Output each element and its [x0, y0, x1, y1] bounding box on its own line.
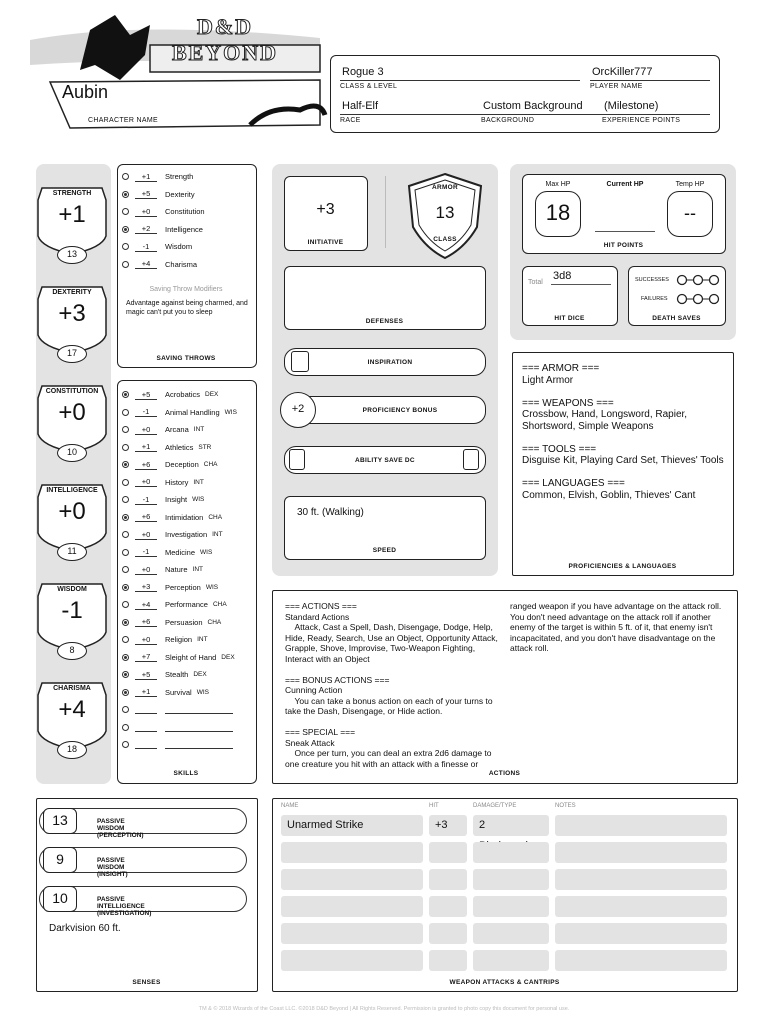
skill-name: Performance: [165, 600, 208, 609]
defenses-label: DEFENSES: [365, 318, 404, 325]
proficiencies-panel: [512, 352, 734, 576]
max-hp-value[interactable]: 18: [545, 200, 571, 225]
attack-cell[interactable]: [281, 923, 423, 944]
skill-name: Insight: [165, 495, 188, 504]
proficiency-circle: [280, 392, 316, 428]
skill-name: Athletics: [165, 442, 194, 452]
player-name-label: PLAYER NAME: [590, 83, 643, 90]
saving-throw-row[interactable]: [122, 168, 193, 185]
attack-cell[interactable]: [473, 950, 549, 971]
attacks-title: WEAPON ATTACKS & CANTRIPS: [449, 979, 560, 986]
skill-name: Nature: [165, 565, 188, 574]
saving-throw-row[interactable]: [122, 221, 203, 238]
background-value[interactable]: Custom Background: [483, 100, 583, 112]
ability-constitution: [33, 384, 113, 474]
ability-save-label: ABILITY SAVE DC: [355, 457, 415, 464]
attack-cell[interactable]: [429, 842, 467, 863]
skill-modifier: +0: [135, 425, 157, 435]
proficiency-dot-icon: [122, 584, 129, 591]
ability-score[interactable]: 10: [57, 444, 87, 462]
proficiencies-title: PROFICIENCIES & LANGUAGES: [568, 563, 677, 570]
max-hp-octagon: [535, 191, 581, 237]
skill-row[interactable]: [122, 386, 218, 403]
skill-name: Medicine: [165, 547, 196, 557]
ability-wisdom: [33, 582, 113, 672]
skill-modifier: +3: [135, 582, 157, 592]
skill-name: Acrobatics: [165, 390, 201, 399]
attack-cell[interactable]: [473, 869, 549, 890]
hit-dice-label: HIT DICE: [554, 315, 585, 322]
skill-row[interactable]: [122, 666, 207, 683]
attack-cell[interactable]: [555, 815, 727, 836]
skill-name: Survival: [165, 687, 192, 697]
proficiency-dot-icon: [122, 566, 129, 573]
skill-modifier: -1: [135, 547, 157, 557]
skill-row[interactable]: [122, 596, 227, 613]
saving-throw-modifier: +1: [135, 172, 157, 182]
inspiration-label: INSPIRATION: [367, 359, 413, 366]
proficiency-dot-icon: [122, 671, 129, 678]
skill-name: Animal Handling: [165, 407, 220, 417]
actions-column-1: === ACTIONS === Standard Actions Attack, Cast a Spell, Dash, Disengage, Dodge, Help, Hide, Ready, Search, Use an Object, Opportunity Attack, Grapple, Shove, Improvise, Two-Weapon Fighting, Interact with an Object === BONUS ACTIONS === Cunning Action You can take a bonus action on each of your turns to take the Dash, Disengage, or Hide action. === SPECIAL === Sneak Attack Once per turn, you can deal an extra 2d6 damage to one creature you hit with an attack with a finesse or: [285, 601, 498, 769]
passive-sense-label: PASSIVE INTELLIGENCE (INVESTIGATION): [97, 896, 152, 917]
skill-modifier: -1: [135, 495, 157, 505]
saving-throw-modifier: +4: [135, 259, 157, 269]
xp-value[interactable]: (Milestone): [604, 100, 659, 112]
saving-throws-title: SAVING THROWS: [156, 355, 216, 362]
attack-cell[interactable]: [281, 896, 423, 917]
attack-cell[interactable]: [555, 923, 727, 944]
footer-text: TM & © 2018 Wizards of the Coast LLC. ©2018 D&D Beyond | All Rights Reserved. Permission is granted to photo copy this document for personal use.: [198, 1006, 570, 1012]
skill-modifier: +4: [135, 600, 157, 610]
proficiency-dot-icon: [122, 654, 129, 661]
skill-row[interactable]: [122, 404, 237, 421]
inspiration-box[interactable]: [284, 348, 486, 376]
saving-throw-name: Intelligence: [165, 224, 203, 234]
attack-cell[interactable]: [281, 842, 423, 863]
background-label: BACKGROUND: [481, 117, 535, 124]
actions-title: ACTIONS: [488, 770, 521, 777]
initiative-label: INITIATIVE: [307, 239, 344, 246]
skill-modifier: +0: [135, 635, 157, 645]
initiative-value[interactable]: +3: [316, 201, 335, 218]
skill-ability: CHA: [203, 461, 218, 468]
saving-throw-name: Strength: [165, 172, 194, 181]
skill-row[interactable]: [122, 491, 204, 508]
skill-row[interactable]: [122, 509, 222, 526]
combat-panel: [272, 164, 498, 576]
saving-throw-modifier: +0: [135, 207, 157, 217]
ability-modifier[interactable]: +0: [58, 399, 86, 426]
passive-sense-label: PASSIVE WISDOM (INSIGHT): [97, 857, 128, 878]
skill-ability: INT: [197, 636, 208, 643]
saving-throw-row[interactable]: [122, 256, 197, 273]
proficiencies-text: === ARMOR === Light Armor === WEAPONS === Crossbow, Hand, Longsword, Rapier, Shortsword, Simple Weapons === TOOLS === Disguise Kit, Playing Card Set, Thieves' Tools === LANGUAGES === Common, Elvish, Goblin, Thieves' Cant: [522, 363, 724, 501]
proficiency-dot-icon: [122, 636, 129, 643]
skill-ability: WIS: [200, 548, 213, 556]
skill-modifier: +7: [135, 652, 157, 662]
skill-name: Deception: [165, 460, 199, 469]
saving-throw-modifier: -1: [135, 242, 157, 252]
skill-modifier: -1: [135, 407, 157, 417]
senses-note: Darkvision 60 ft.: [49, 923, 121, 934]
attack-cell[interactable]: [473, 896, 549, 917]
actions-panel: [272, 590, 738, 784]
skill-ability: INT: [192, 566, 203, 573]
skill-ability: CHA: [207, 618, 222, 626]
proficiency-dot-icon: [122, 496, 129, 503]
skill-name: Persuasion: [165, 617, 203, 627]
skill-ability: CHA: [208, 513, 223, 521]
passive-sense-value[interactable]: 10: [43, 886, 77, 912]
custom-skill-row[interactable]: [122, 736, 233, 753]
ability-score[interactable]: 13: [57, 246, 87, 264]
ability-dexterity: [33, 285, 113, 375]
proficiency-dot-icon: [122, 173, 129, 180]
hit-dice-total-label: Total: [528, 279, 543, 286]
skill-row[interactable]: [122, 684, 209, 701]
custom-skill-row[interactable]: [122, 701, 233, 718]
skill-ability: INT: [212, 531, 223, 538]
skill-ability: INT: [193, 478, 204, 486]
custom-skill-row[interactable]: [122, 719, 233, 736]
skill-ability: DEX: [193, 671, 207, 678]
ability-score[interactable]: 11: [57, 543, 87, 561]
proficiency-dot-icon: [122, 601, 129, 608]
initiative-box: [284, 176, 368, 251]
ability-modifier[interactable]: +4: [58, 696, 86, 723]
saving-throw-row[interactable]: [122, 238, 192, 255]
attack-column-header: HIT: [429, 803, 439, 809]
ability-name: CONSTITUTION: [45, 388, 99, 395]
skill-name: Arcana: [165, 425, 189, 434]
passive-sense-label: PASSIVE WISDOM (PERCEPTION): [97, 818, 144, 839]
skill-row[interactable]: [122, 526, 223, 543]
proficiency-dot-icon: [122, 461, 129, 468]
attack-cell[interactable]: [281, 950, 423, 971]
success-circles-icon[interactable]: [675, 274, 721, 286]
skill-row[interactable]: [122, 544, 212, 561]
skill-name: Perception: [165, 582, 201, 592]
attack-cell[interactable]: [555, 950, 727, 971]
skill-modifier: +6: [135, 460, 157, 470]
skill-ability: DEX: [221, 653, 235, 661]
ability-name: STRENGTH: [52, 190, 92, 197]
death-saves-box: [628, 266, 726, 326]
speed-box: [284, 496, 486, 560]
saving-throw-modifier: +5: [135, 189, 157, 199]
proficiency-dot-icon: [122, 191, 129, 198]
failure-circles-icon[interactable]: [675, 293, 721, 305]
proficiency-dot-icon: [122, 391, 129, 398]
abilities-column: [36, 164, 111, 784]
proficiency-dot-icon: [122, 619, 129, 626]
armor-class-value[interactable]: 13: [435, 203, 455, 222]
proficiency-dot-icon: [122, 479, 129, 486]
race-label: RACE: [340, 117, 361, 124]
saving-throw-name: Wisdom: [165, 242, 193, 251]
attack-cell[interactable]: [473, 842, 549, 863]
saving-throw-row[interactable]: [122, 186, 195, 203]
skill-row[interactable]: [122, 421, 204, 438]
speed-value[interactable]: 30 ft. (Walking): [297, 507, 364, 518]
speed-label: SPEED: [372, 547, 397, 554]
saving-throw-row[interactable]: [122, 203, 205, 220]
skill-ability: DEX: [205, 391, 219, 398]
ability-score[interactable]: 18: [57, 741, 87, 759]
passive-sense-value[interactable]: 13: [43, 808, 77, 834]
temp-hp-label: Temp HP: [675, 181, 705, 188]
proficiency-dot-icon: [122, 226, 129, 233]
proficiency-dot-icon: [122, 261, 129, 268]
attacks-panel: [272, 798, 738, 992]
ability-score[interactable]: 17: [57, 345, 87, 363]
proficiency-dot-icon: [122, 426, 129, 433]
attack-column-header: NAME: [281, 803, 299, 809]
armor-class-label: CLASS: [433, 236, 457, 243]
skill-ability: WIS: [192, 496, 205, 503]
skill-ability: STR: [198, 443, 212, 451]
skill-row[interactable]: [122, 439, 211, 456]
player-name-value[interactable]: OrcKiller777: [592, 66, 653, 78]
skill-ability: INT: [193, 426, 205, 433]
attack-cell[interactable]: Unarmed Strike: [281, 815, 423, 836]
saving-throw-name: Dexterity: [165, 189, 195, 199]
saving-throw-name: Charisma: [165, 259, 198, 269]
defenses-box: [284, 266, 486, 330]
class-level-label: CLASS & LEVEL: [340, 83, 398, 90]
attack-cell[interactable]: [281, 869, 423, 890]
skills-panel: [117, 380, 257, 784]
attack-column-header: DAMAGE/TYPE: [473, 803, 517, 809]
proficiency-dot-icon: [122, 208, 129, 215]
skill-row[interactable]: [122, 631, 208, 648]
xp-label: EXPERIENCE POINTS: [602, 117, 681, 124]
armor-label: ARMOR: [431, 184, 459, 191]
ability-score[interactable]: 8: [57, 642, 87, 660]
temp-hp-octagon: [667, 191, 713, 237]
skill-ability: WIS: [224, 408, 237, 416]
proficiency-dot-icon: [122, 549, 129, 556]
skill-name: Intimidation: [165, 512, 204, 522]
skill-ability: CHA: [212, 601, 227, 608]
skill-ability: WIS: [205, 583, 219, 591]
saving-throw-modifiers-title: Saving Throw Modifiers: [149, 286, 223, 293]
skill-modifier: +0: [135, 530, 157, 540]
ability-name: WISDOM: [57, 586, 87, 593]
attack-cell[interactable]: [473, 923, 549, 944]
logo-text: D&D BEYOND: [171, 14, 279, 65]
header-banner: [0, 0, 768, 150]
hit-dice-box: [522, 266, 618, 326]
skill-modifier: +0: [135, 477, 157, 487]
current-hp-label: Current HP: [606, 181, 644, 188]
skill-modifier: +1: [135, 442, 157, 452]
proficiency-value[interactable]: +2: [291, 403, 305, 415]
skill-row[interactable]: [122, 474, 204, 491]
attack-cell[interactable]: [429, 950, 467, 971]
attack-cell[interactable]: +3: [429, 815, 467, 836]
skill-row[interactable]: [122, 649, 235, 666]
skill-row[interactable]: [122, 561, 203, 578]
attack-cell[interactable]: 2: [473, 815, 549, 836]
skill-name: Investigation: [165, 530, 208, 539]
skill-modifier: +5: [135, 390, 157, 400]
attack-cell[interactable]: [429, 896, 467, 917]
hit-dice-value[interactable]: 3d8: [553, 270, 572, 282]
proficiency-dot-icon: [122, 724, 129, 731]
passive-sense-value[interactable]: 9: [43, 847, 77, 873]
proficiency-dot-icon: [122, 409, 129, 416]
attack-cell[interactable]: [555, 869, 727, 890]
ability-name: DEXTERITY: [52, 289, 92, 296]
proficiency-dot-icon: [122, 706, 129, 713]
max-hp-label: Max HP: [545, 181, 571, 188]
race-value[interactable]: Half-Elf: [342, 100, 379, 112]
ability-modifier[interactable]: +3: [58, 300, 86, 327]
proficiency-label: PROFICIENCY BONUS: [362, 407, 438, 414]
skill-name: History: [165, 477, 189, 487]
skill-modifier: +0: [135, 565, 157, 575]
successes-label: SUCCESSES: [635, 277, 669, 283]
attack-cell[interactable]: [555, 842, 727, 863]
saving-throw-modifier: +2: [135, 224, 157, 234]
skill-row[interactable]: [122, 579, 218, 596]
ability-strength: [33, 186, 113, 276]
attack-column-header: NOTES: [555, 803, 576, 809]
proficiency-dot-icon: [122, 444, 129, 451]
ability-name: CHARISMA: [53, 685, 91, 692]
proficiency-dot-icon: [122, 243, 129, 250]
skill-name: Religion: [165, 635, 193, 644]
skill-name: Stealth: [165, 670, 189, 679]
attack-cell[interactable]: [429, 923, 467, 944]
death-saves-label: DEATH SAVES: [652, 315, 701, 322]
skill-ability: WIS: [196, 688, 209, 696]
hp-panel: [510, 164, 736, 340]
class-level-value[interactable]: Rogue 3: [342, 66, 384, 78]
hit-points-box: [522, 174, 726, 254]
proficiency-dot-icon: [122, 689, 129, 696]
ability-modifier[interactable]: +1: [58, 201, 86, 228]
proficiency-dot-icon: [122, 741, 129, 748]
ability-charisma: [33, 681, 113, 771]
skills-title: SKILLS: [173, 770, 199, 777]
skill-modifier: +1: [135, 687, 157, 697]
skill-row[interactable]: [122, 614, 221, 631]
failures-label: FAILURES: [641, 296, 668, 302]
ability-modifier[interactable]: -1: [61, 597, 83, 624]
ability-save-box: [284, 446, 486, 474]
ability-modifier[interactable]: +0: [58, 498, 86, 525]
ability-intelligence: [33, 483, 113, 573]
senses-panel: [36, 798, 258, 992]
hit-points-label: HIT POINTS: [603, 242, 644, 249]
skill-modifier: +5: [135, 670, 157, 680]
ability-name: INTELLIGENCE: [46, 487, 98, 494]
skill-modifier: +6: [135, 512, 157, 522]
proficiency-dot-icon: [122, 514, 129, 521]
actions-column-2: ranged weapon if you have advantage on the attack roll. You don't need advantage on the attack roll if another enemy of the target is within 5 ft. of it, that enemy isn't incapacitated, and you don't have disadvantage on the attack roll.: [510, 601, 724, 653]
attack-cell[interactable]: [429, 869, 467, 890]
skill-name: Sleight of Hand: [165, 652, 217, 662]
character-name-label: CHARACTER NAME: [88, 117, 158, 124]
skill-row[interactable]: [122, 456, 218, 473]
temp-hp-value[interactable]: --: [684, 203, 696, 223]
senses-title: SENSES: [132, 979, 161, 986]
current-hp-field[interactable]: [595, 231, 655, 232]
proficiency-dot-icon: [122, 531, 129, 538]
character-name[interactable]: Aubin: [62, 82, 109, 102]
saving-throw-note: Advantage against being charmed, and magic can't put you to sleep: [126, 300, 248, 316]
skill-modifier: +6: [135, 617, 157, 627]
saving-throws-panel: [117, 164, 257, 368]
attack-cell[interactable]: [555, 896, 727, 917]
saving-throw-name: Constitution: [165, 207, 205, 216]
